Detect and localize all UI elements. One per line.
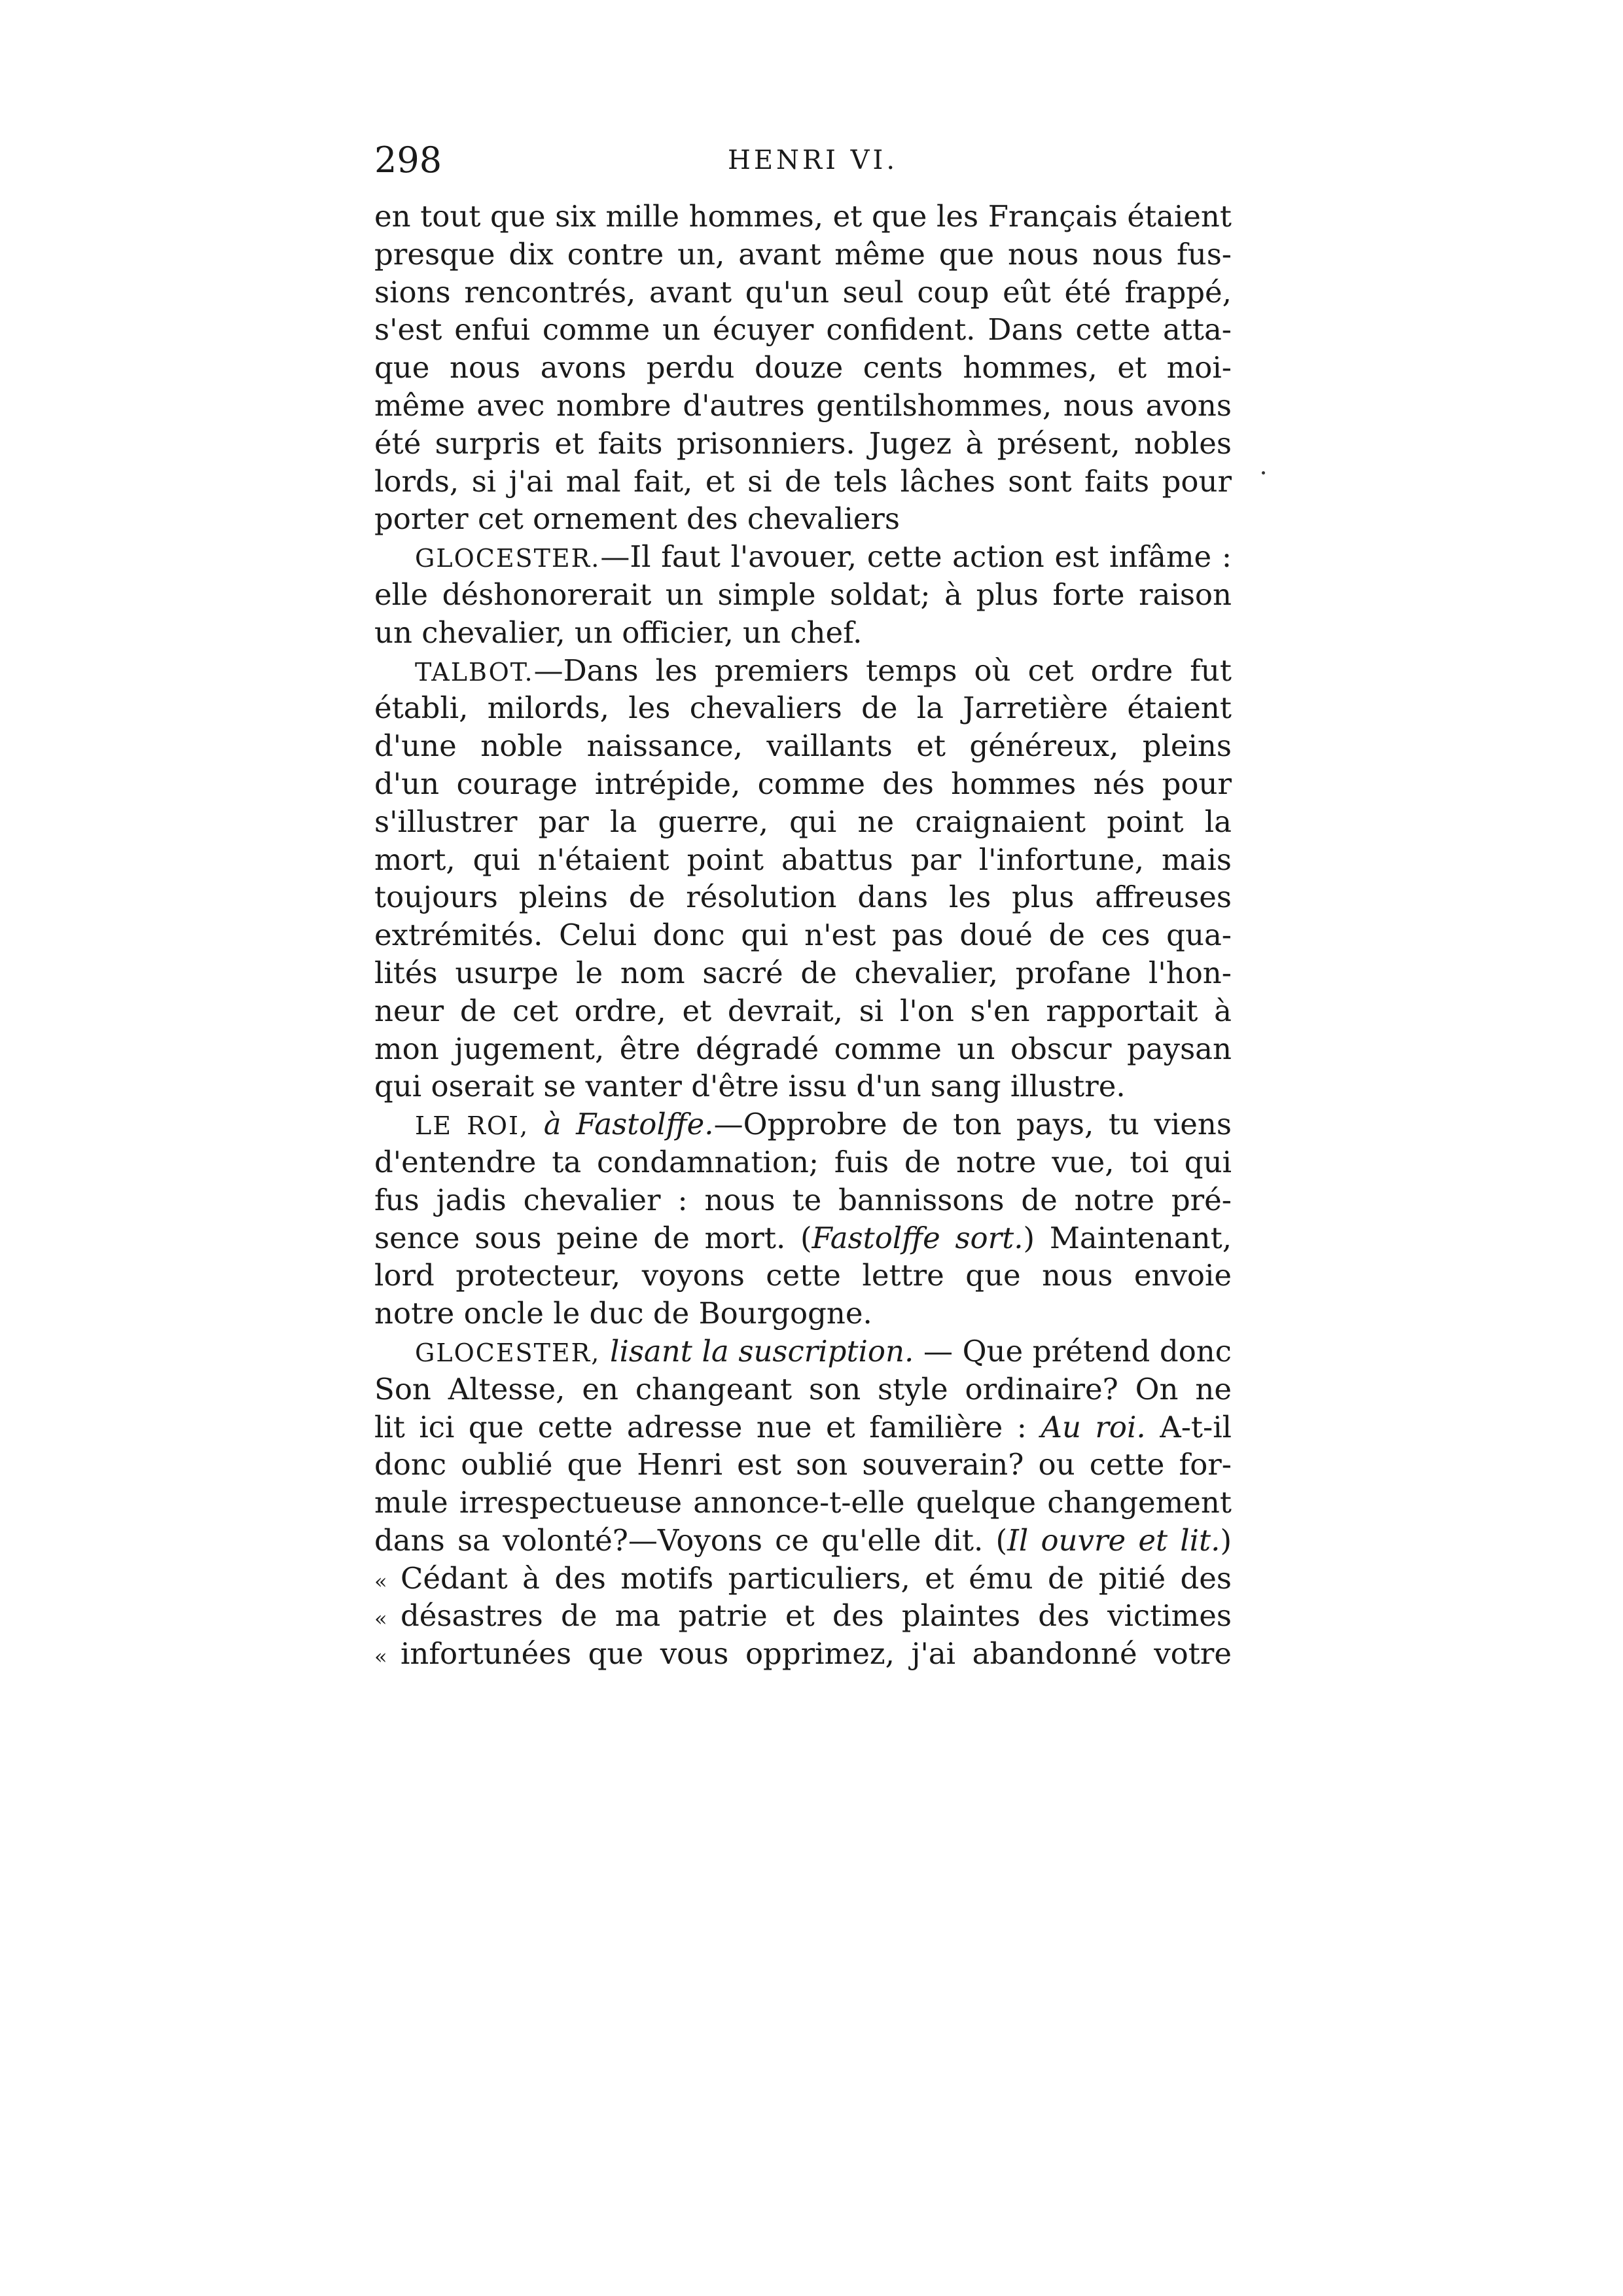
speaker-name: LE ROI, xyxy=(415,1111,529,1141)
text-fragment: dans sa volonté?—Voyons ce qu'elle dit. ( xyxy=(374,1522,1008,1558)
text-line: d'une noble naissance, vaillants et généreux, pleins xyxy=(374,728,1232,764)
quote-mark: « xyxy=(374,1606,387,1632)
running-title: HENRI VI. xyxy=(727,145,899,175)
text-line: en tout que six mille hommes, et que les Français étaient xyxy=(374,199,1232,234)
text-line: mule irrespectueuse annonce-t-elle quelque changement xyxy=(374,1485,1232,1520)
text-line: Son Altesse, en changeant son style ordinaire? On ne xyxy=(374,1371,1232,1407)
text-fragment: ) Maintenant, xyxy=(1023,1220,1232,1255)
text-line xyxy=(374,1408,1232,1446)
text-line xyxy=(374,1219,1232,1257)
quoted-line xyxy=(374,1597,1232,1635)
text-line: d'entendre ta condamnation; fuis de notre vue, toi qui xyxy=(374,1144,1232,1179)
text-fragment: sence sous peine de mort. ( xyxy=(374,1220,812,1255)
text-line: lités usurpe le nom sacré de chevalier, profane l'hon- xyxy=(374,955,1232,990)
speech-text: — Que prétend donc xyxy=(923,1333,1232,1369)
text-line: mort, qui n'étaient point abattus par l'infortune, mais xyxy=(374,842,1232,877)
text-fragment: lit ici que cette adresse nue et familière : xyxy=(374,1409,1027,1444)
speech-line xyxy=(374,538,1232,576)
body-text xyxy=(374,198,1232,1673)
stage-direction: Au roi. xyxy=(1041,1409,1146,1444)
speaker-name: GLOCESTER. xyxy=(415,544,601,573)
stage-direction: Il ouvre et lit. xyxy=(1007,1522,1221,1558)
text-line: établi, milords, les chevaliers de la Jarretière étaient xyxy=(374,691,1232,726)
text-line: même avec nombre d'autres gentilshommes, nous avons xyxy=(374,387,1232,423)
speech-text: —Il faut l'avouer, cette action est infâme : xyxy=(600,539,1232,575)
speech-text: —Opprobre de ton pays, tu viens xyxy=(713,1107,1232,1142)
text-line: lord protecteur, voyons cette lettre que nous envoie xyxy=(374,1258,1232,1293)
quoted-line xyxy=(374,1560,1232,1598)
stage-direction: lisant la suscription. xyxy=(610,1333,914,1369)
quoted-text: Cédant à des motifs particuliers, et ému de pitié des xyxy=(401,1560,1232,1596)
text-line: fus jadis chevalier : nous te bannissons de notre pré- xyxy=(374,1182,1232,1217)
quoted-text: infortunées que vous opprimez, j'ai abandonné votre xyxy=(401,1636,1232,1672)
quoted-line xyxy=(374,1635,1232,1673)
text-line: elle déshonorerait un simple soldat; à plus forte raison xyxy=(374,577,1232,612)
text-fragment: ) xyxy=(1220,1522,1232,1558)
speaker-name: TALBOT. xyxy=(415,657,534,687)
text-line: qui oserait se vanter d'être issu d'un sang illustre. xyxy=(374,1069,1126,1104)
text-line: neur de cet ordre, et devrait, si l'on s'en rapportait à xyxy=(374,993,1232,1028)
quoted-text: désastres de ma patrie et des plaintes des victimes xyxy=(401,1598,1232,1634)
text-line: s'est enfui comme un écuyer confident. Dans cette atta- xyxy=(374,312,1232,348)
text-line: extrémités. Celui donc qui n'est pas doué de ces qua- xyxy=(374,918,1232,953)
text-line: s'illustrer par la guerre, qui ne craignaient point la xyxy=(374,804,1232,839)
text-line: lords, si j'ai mal fait, et si de tels lâches sont faits pour xyxy=(374,463,1232,499)
quote-mark: « xyxy=(374,1644,387,1670)
text-line: porter cet ornement des chevaliers xyxy=(374,501,900,537)
text-line: que nous avons perdu douze cents hommes, et moi- xyxy=(374,350,1232,386)
text-line: presque dix contre un, avant même que nous nous fus- xyxy=(374,236,1232,272)
stage-direction: à Fastolffe. xyxy=(543,1107,714,1142)
speech-line xyxy=(374,1105,1232,1143)
text-line: un chevalier, un officier, un chef. xyxy=(374,615,863,650)
page-number: 298 xyxy=(374,139,442,181)
margin-mark xyxy=(1262,471,1265,475)
page-header xyxy=(374,137,1232,183)
text-line xyxy=(374,1522,1232,1560)
text-line: été surpris et faits prisonniers. Jugez à présent, nobles xyxy=(374,425,1232,461)
stage-direction: Fastolffe sort. xyxy=(812,1220,1024,1255)
quote-mark: « xyxy=(374,1568,387,1594)
text-line: d'un courage intrépide, comme des hommes nés pour xyxy=(374,766,1232,801)
text-line: notre oncle le duc de Bourgogne. xyxy=(374,1296,872,1331)
text-fragment: A-t-il xyxy=(1160,1409,1232,1444)
speech-text: —Dans les premiers temps où cet ordre fut xyxy=(533,653,1232,688)
speaker-name: GLOCESTER, xyxy=(415,1338,601,1367)
text-line: mon jugement, être dégradé comme un obscur paysan xyxy=(374,1031,1232,1066)
text-line: donc oublié que Henri est son souverain? ou cette for- xyxy=(374,1447,1232,1482)
text-line: sions rencontrés, avant qu'un seul coup eût été frappé, xyxy=(374,274,1232,310)
text-line: toujours pleins de résolution dans les plus affreuses xyxy=(374,880,1232,915)
speech-line xyxy=(374,1333,1232,1371)
speech-line xyxy=(374,652,1232,690)
